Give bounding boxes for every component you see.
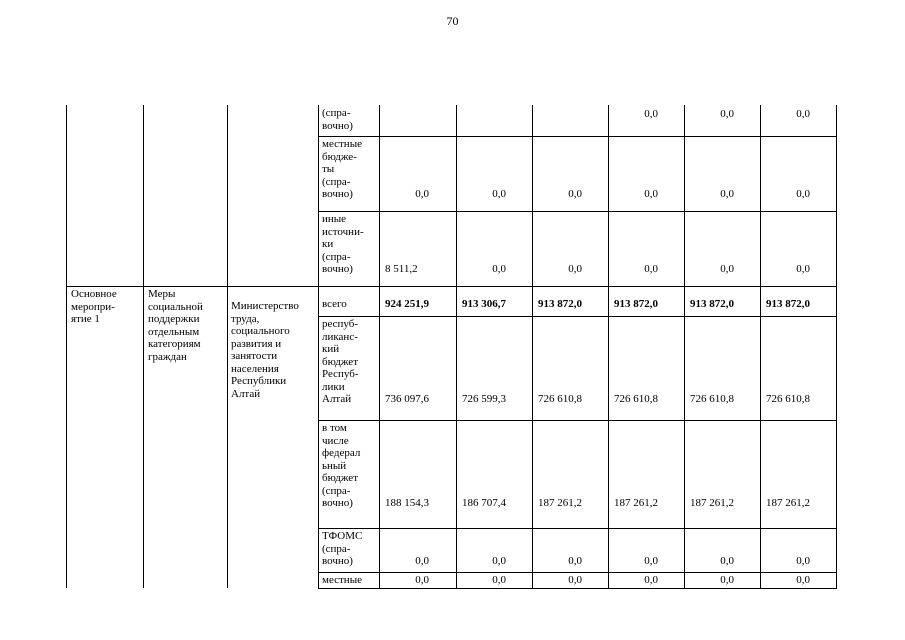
source-label: (спра- вочно) <box>322 107 353 132</box>
value-cell: 726 599,3 <box>462 393 506 405</box>
row-rule <box>66 286 837 287</box>
value-cell: 0,0 <box>720 108 734 120</box>
value-cell: 736 097,6 <box>385 393 429 405</box>
total-value: 913 872,0 <box>614 298 658 310</box>
row-rule <box>318 588 837 589</box>
source-label: респуб- ликанс- кий бюджет Респуб- лики Алтай <box>322 318 359 405</box>
total-value: 913 872,0 <box>538 298 582 310</box>
row-rule <box>318 211 837 212</box>
value-cell: 0,0 <box>644 108 658 120</box>
row-rule <box>318 528 837 529</box>
column-rule <box>66 105 67 588</box>
row-rule <box>318 572 837 573</box>
value-cell: 726 610,8 <box>614 393 658 405</box>
value-cell: 0,0 <box>644 574 658 586</box>
value-cell: 188 154,3 <box>385 497 429 509</box>
value-cell: 0,0 <box>796 555 810 567</box>
column-rule <box>836 105 837 588</box>
value-cell: 187 261,2 <box>766 497 810 509</box>
column-rule <box>227 105 228 588</box>
value-cell: 0,0 <box>644 188 658 200</box>
value-cell: 187 261,2 <box>690 497 734 509</box>
column-rule <box>143 105 144 588</box>
value-cell: 0,0 <box>568 555 582 567</box>
value-cell: 0,0 <box>492 574 506 586</box>
source-label: ТФОМС (спра- вочно) <box>322 530 363 567</box>
value-cell: 0,0 <box>492 188 506 200</box>
value-cell: 0,0 <box>796 188 810 200</box>
column-rule <box>608 105 609 588</box>
column-rule <box>532 105 533 588</box>
value-cell: 726 610,8 <box>538 393 582 405</box>
row-rule <box>318 316 837 317</box>
total-value: 913 872,0 <box>690 298 734 310</box>
value-cell: 726 610,8 <box>690 393 734 405</box>
value-cell: 0,0 <box>720 555 734 567</box>
value-cell: 0,0 <box>568 263 582 275</box>
value-cell: 726 610,8 <box>766 393 810 405</box>
activity-description: Меры социальной поддержки отдельным категориям граждан <box>148 288 203 363</box>
value-cell: 186 707,4 <box>462 497 506 509</box>
value-cell: 8 511,2 <box>385 263 418 275</box>
column-rule <box>684 105 685 588</box>
value-cell: 187 261,2 <box>538 497 582 509</box>
value-cell: 0,0 <box>720 574 734 586</box>
source-label: местные бюдже- ты (спра- вочно) <box>322 138 362 200</box>
source-label: иные источни- ки (спра- вочно) <box>322 213 364 275</box>
value-cell: 0,0 <box>644 263 658 275</box>
column-rule <box>760 105 761 588</box>
row-rule <box>318 136 837 137</box>
column-rule <box>318 105 319 588</box>
total-value: 913 872,0 <box>766 298 810 310</box>
column-rule <box>456 105 457 588</box>
value-cell: 0,0 <box>492 555 506 567</box>
total-value: 924 251,9 <box>385 298 429 310</box>
value-cell: 0,0 <box>568 188 582 200</box>
row-rule <box>318 420 837 421</box>
activity-name: Основное меропри- ятие 1 <box>71 288 117 325</box>
value-cell: 0,0 <box>796 263 810 275</box>
value-cell: 0,0 <box>415 574 429 586</box>
value-cell: 0,0 <box>720 263 734 275</box>
source-label: местные <box>322 574 362 586</box>
value-cell: 0,0 <box>568 574 582 586</box>
value-cell: 0,0 <box>720 188 734 200</box>
source-label: всего <box>322 298 347 310</box>
total-value: 913 306,7 <box>462 298 506 310</box>
column-rule <box>379 105 380 588</box>
source-label: в том числе федерал ьный бюджет (спра- вочно) <box>322 422 361 509</box>
page-number: 70 <box>446 14 459 28</box>
value-cell: 0,0 <box>492 263 506 275</box>
value-cell: 187 261,2 <box>614 497 658 509</box>
value-cell: 0,0 <box>415 188 429 200</box>
value-cell: 0,0 <box>796 574 810 586</box>
value-cell: 0,0 <box>415 555 429 567</box>
activity-executor: Министерство труда, социального развития и занятости населения Республики Алтай <box>231 300 299 400</box>
value-cell: 0,0 <box>796 108 810 120</box>
value-cell: 0,0 <box>644 555 658 567</box>
